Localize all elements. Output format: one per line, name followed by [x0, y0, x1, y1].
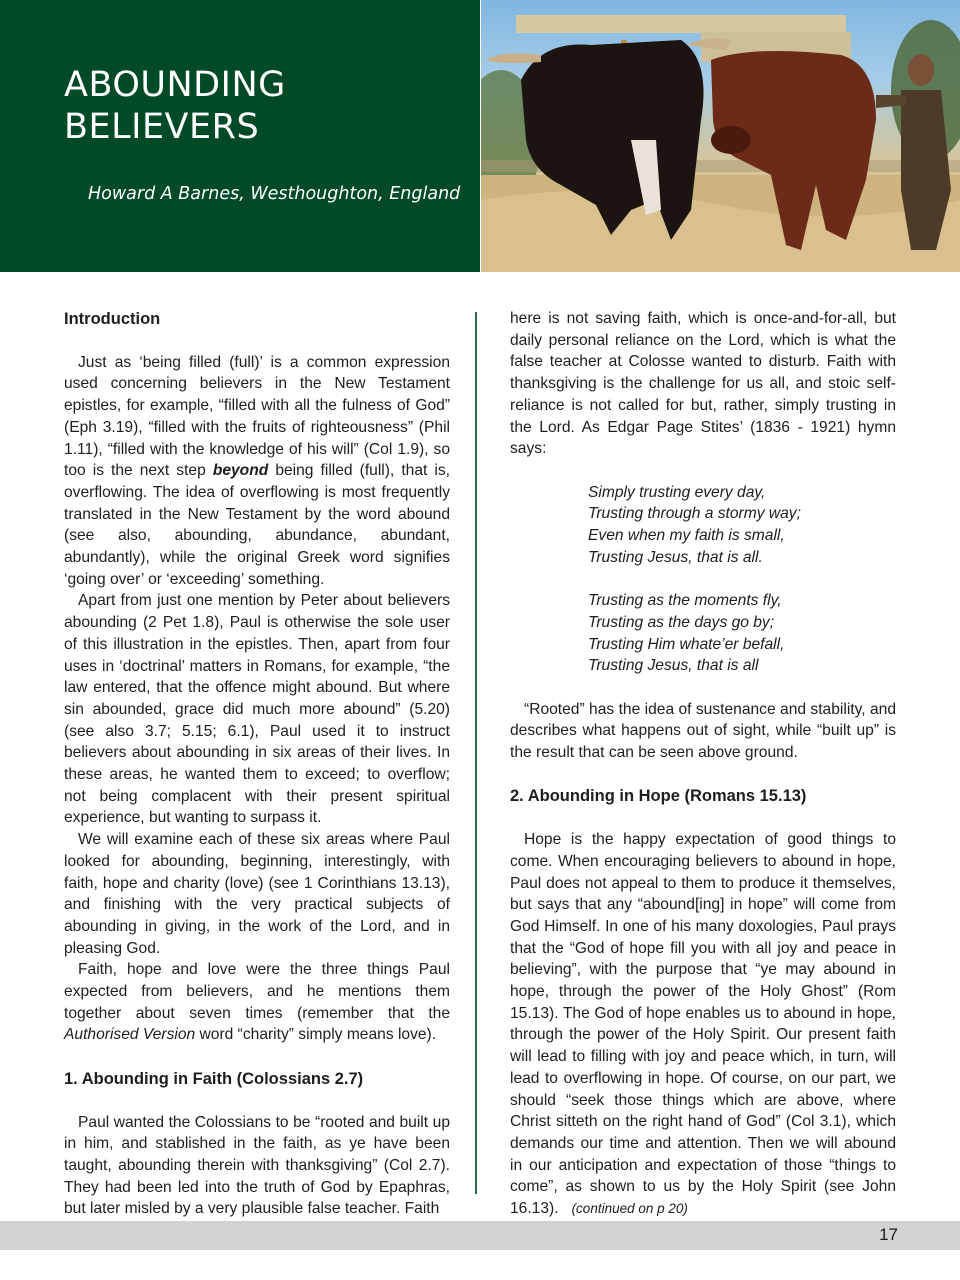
continued-note: (continued on p 20) [571, 1201, 688, 1217]
section-2-paragraph-1: Hope is the happy expectation of good things to come. When encouraging believers to abound in hope, Paul does not appeal to them to produce it themselves, but says that any “abound[ing] in hope” will come from God Himself. In one of his many doxologies, Paul prays that the “God of hope fill you with all joy and peace in believing”, with the purpose that “ye may abound in hope, through the power of the Holy Ghost” (Rom 15.13). The God of hope enables us to abound in hope, through the power of the Holy Spirit. Our present faith will lead to filling with joy and peace which, in turn, will lead to overflowing in hope. Of course, on our part, we should “seek those things which are above, where Christ sitteth on the right hand of God” (Col 3.1), which demands our time and attention. Then we will abound in our anticipation and expectation of those “things to come”, as shown to us by the Holy Spirit (see John 16.13). (continued on p 20) [510, 831, 896, 1218]
hymn-line: Trusting as the moments fly, [588, 592, 782, 610]
emphasis-beyond: beyond [212, 462, 269, 480]
intro-paragraph-1: Just as ‘being filled (full)’ is a common expression used concerning believers in the New Testament epistles, for example, “filled with all the fulness of God” (Eph 3.19), “filled with the fruits of righteousness” (Phil 1.11), “filled with the knowledge of his will” (Col 1.9), so too is the next step beyond being filled (full), that is, overflowing. The idea of overflowing is most frequently translated in the New Testament by the word abound (see also, abounding, abundance, abundant, abundantly), while the original Greek word signifies ‘going over’ or ‘exceeding’ something. [64, 353, 450, 588]
left-column [64, 308, 450, 1220]
section-1-paragraph-2: “Rooted” has the idea of sustenance and stability, and describes what happens out of sight, while “built up” is the result that can be seen above ground. [510, 700, 896, 762]
intro-paragraph-2: Apart from just one mention by Peter about believers abounding (2 Pet 1.8), Paul is otherwise the sole user of this illustration in the epistles. Then, apart from four uses in ‘doctrinal’ matters in Romans, for example, “the law entered, that the offence might abound. But where sin abounded, grace did much more abound” (5.20) (see also 3.7; 5.15; 6.1), Paul used it to instruct believers about abounding in six areas of their lives. In these areas, he wanted them to exceed; to overflow; not being complacent with their present spiritual experience, but wanting to surpass it. [64, 592, 450, 827]
right-column [510, 308, 896, 1220]
intro-paragraph-4: Faith, hope and love were the three things Paul expected from believers, and he mentions them together about seven times (remember that the Authorised Version word “charity” simply means love). [64, 961, 450, 1044]
hymn-line: Trusting through a stormy way; [588, 505, 801, 523]
title-panel [0, 0, 480, 272]
introduction-heading: Introduction [64, 310, 161, 328]
page-number: 17 [879, 1225, 898, 1244]
hymn-line: Trusting Jesus, that is all [588, 657, 759, 675]
author-byline: Howard A Barnes, Westhoughton, England [88, 184, 461, 204]
hymn-stanza-2 [588, 590, 896, 677]
footer-bar [0, 1221, 960, 1250]
intro-paragraph-3: We will examine each of these six areas where Paul looked for abounding, beginning, interestingly, with faith, hope and charity (love) (see 1 Corinthians 13.13), and finishing with the very practical subjects of abounding in giving, in the work of the Lord, and in pleasing God. [64, 831, 450, 957]
title-line-1: ABOUNDING [64, 65, 286, 105]
emphasis-authorised-version: Authorised Version [64, 1026, 196, 1044]
hymn-line: Trusting Jesus, that is all. [588, 548, 763, 566]
hymn-line: Simply trusting every day, [588, 483, 766, 501]
title-line-2: BELIEVERS [64, 107, 260, 147]
header-photo [481, 0, 960, 272]
oxen-photo-illustration [481, 0, 960, 272]
hymn-line: Even when my faith is small, [588, 527, 785, 545]
section-2-heading: 2. Abounding in Hope (Romans 15.13) [510, 787, 807, 806]
hymn-line: Trusting as the days go by; [588, 613, 775, 631]
hymn-stanza-1 [588, 482, 896, 569]
section-1-heading: 1. Abounding in Faith (Colossians 2.7) [64, 1069, 364, 1088]
section-1-continuation: here is not saving faith, which is once-and-for-all, but daily personal reliance on the Lord, which is what the false teacher at Colosse wanted to disturb. Faith with thanksgiving is the challenge for us all, and stoic self-reliance is not called for but, rather, simply trusting in the Lord. As Edgar Page Stites’ (1836 - 1921) hymn says: [510, 310, 896, 458]
section-1-paragraph-1: Paul wanted the Colossians to be “rooted and built up in him, and stablished in the faith, as ye have been taught, abounding therein with thanksgiving” (Col 2.7). They had been led into the truth of God by Epaphras, but later misled by a very plausible false teacher. Faith [64, 1113, 450, 1218]
article-title [64, 64, 286, 148]
hymn-line: Trusting Him whate’er befall, [588, 635, 785, 653]
column-divider [475, 312, 477, 1194]
